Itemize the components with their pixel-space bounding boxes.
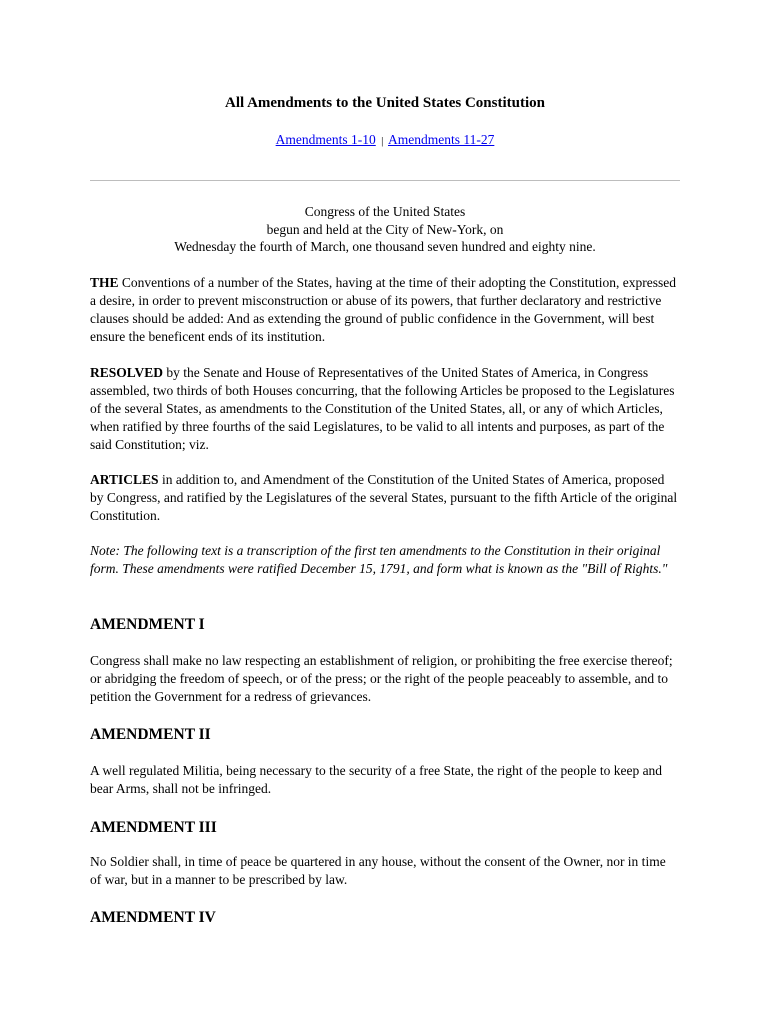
note-paragraph: Note: The following text is a transcription of the first ten amendments to the Constitution in their original form. These amendments were ratified December 15, 1791, and form what is known as the "Bill of Rights." (90, 543, 668, 576)
link-amendments-1-10[interactable]: Amendments 1-10 (275, 132, 376, 147)
preamble-text: Conventions of a number of the States, having at the time of their adopting the Constitution, expressed a desire, in order to prevent misconstruction or abuse of its powers, that further declaratory and restrictive clauses should be added: And as extending the ground of public confidence in the Government, will best ensure the beneficent ends of its institution. (90, 275, 677, 344)
amendment-links (90, 131, 680, 150)
articles-lead: ARTICLES (90, 472, 159, 487)
link-separator: | (381, 135, 384, 147)
amendment-heading-4: AMENDMENT IV (90, 909, 216, 926)
amendment-heading-2: AMENDMENT II (90, 726, 211, 743)
congress-line-1: Congress of the United States (304, 204, 466, 219)
resolved-paragraph (90, 364, 680, 454)
articles-paragraph (90, 471, 680, 525)
horizontal-divider (90, 180, 680, 181)
amendment-heading-3: AMENDMENT III (90, 819, 217, 836)
congress-line-2: begun and held at the City of New-York, on (266, 221, 504, 237)
amendment-text-2: A well regulated Militia, being necessary to the security of a free State, the right of the people to keep and bear Arms, shall not be infringed. (90, 763, 663, 796)
resolved-text: by the Senate and House of Representatives of the United States of America, in Congress assembled, two thirds of both Houses concurring, that the following Articles be proposed to the Legislatures of the several States, as amendments to the Constitution of the United States, all, or any of which Articles, when ratified by three fourths of the said Legislatures, to be valid to all intents and purposes, as part of the said Constitution; viz. (90, 365, 675, 452)
articles-text: in addition to, and Amendment of the Constitution of the United States of America, proposed by Congress, and ratified by the Legislatures of the several States, pursuant to the fifth Article of the original Constitution. (90, 472, 678, 523)
preamble-lead: THE (90, 275, 119, 290)
congress-line-3: Wednesday the fourth of March, one thousand seven hundred and eighty nine. (174, 239, 596, 254)
page-title: All Amendments to the United States Constitution (224, 95, 545, 111)
amendment-text-3: No Soldier shall, in time of peace be quartered in any house, without the consent of the Owner, nor in time of war, but in a manner to be prescribed by law. (90, 854, 666, 887)
amendment-text-1: Congress shall make no law respecting an establishment of religion, or prohibiting the free exercise thereof; or abridging the freedom of speech, or of the press; or the right of the people peaceably to assemble, and to petition the Government for a redress of grievances. (90, 653, 673, 704)
congress-header (90, 203, 680, 256)
link-amendments-11-27[interactable]: Amendments 11-27 (387, 132, 495, 147)
resolved-lead: RESOLVED (90, 365, 164, 380)
preamble-paragraph (90, 274, 680, 346)
amendment-heading-1: AMENDMENT I (90, 616, 205, 633)
